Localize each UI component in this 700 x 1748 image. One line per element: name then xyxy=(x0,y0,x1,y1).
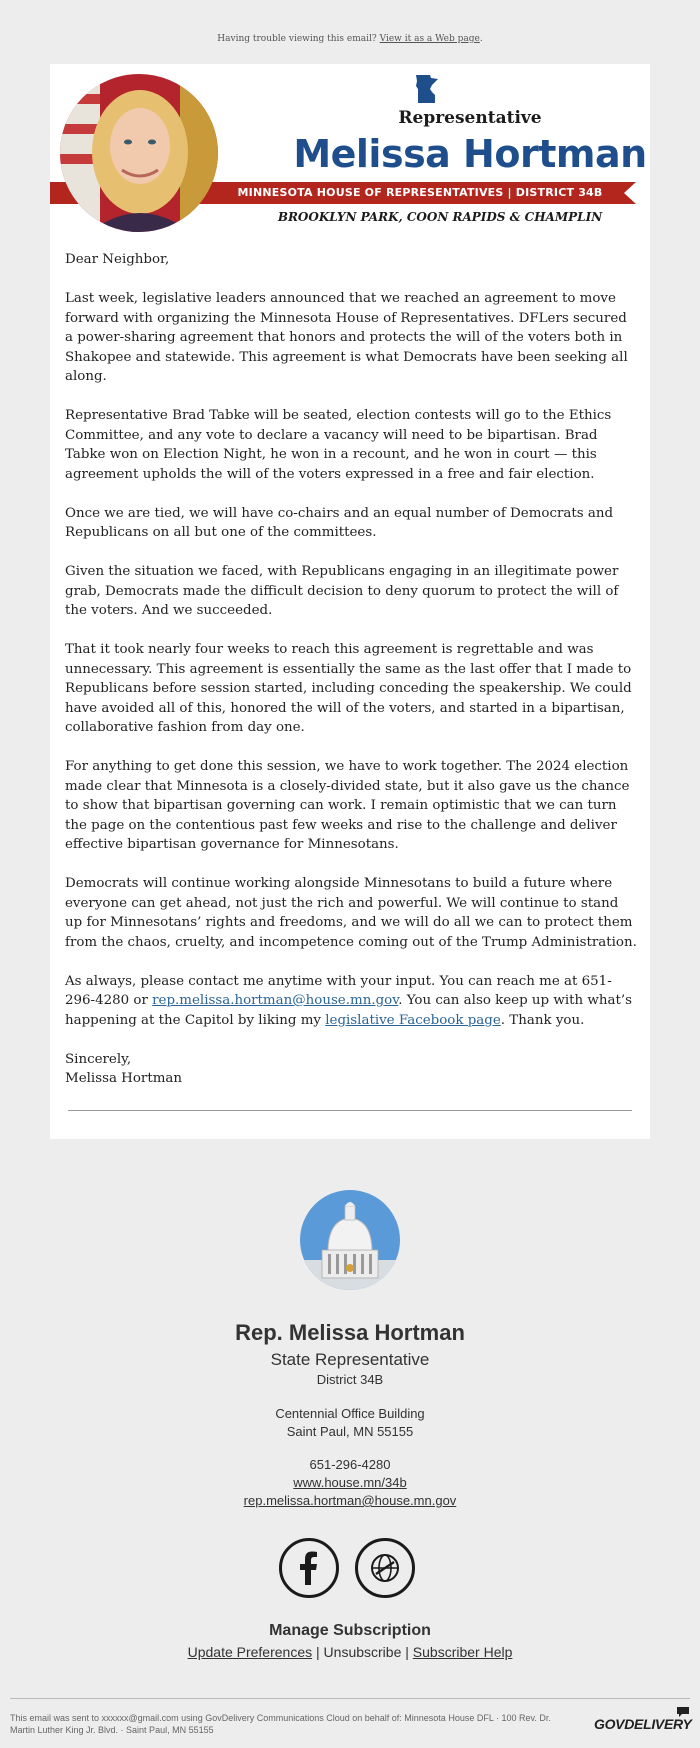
office-building: Centennial Office Building xyxy=(275,1406,425,1421)
contact-text: . You can also keep up with what’s happening at the Capitol by liking my xyxy=(65,993,632,1028)
closing: Sincerely, xyxy=(65,1051,132,1067)
signature: Melissa Hortman xyxy=(65,1071,183,1086)
footer-email-link[interactable]: rep.melissa.hortman@house.mn.gov xyxy=(243,1493,457,1508)
delivery-disclaimer: This email was sent to xxxxxx@gmail.com using GovDelivery Communications Cloud on behalf of: Minnesota House DFL · 100 Rev. Dr. Martin Luther King Jr. Blvd. · Saint Paul, MN 55155 xyxy=(10,1713,551,1735)
minnesota-state-icon xyxy=(414,74,440,104)
facebook-page-link[interactable]: legislative Facebook page xyxy=(325,1012,501,1028)
social-links xyxy=(279,1538,421,1604)
footer-rep-name: Rep. Melissa Hortman xyxy=(235,1320,465,1345)
speech-bubble-icon xyxy=(676,1706,690,1718)
footer-title: State Representative xyxy=(270,1350,430,1369)
paragraph: Representative Brad Tabke will be seated, election contests will go to the Ethics Committee, and any vote to declare a vacancy will need to be bipartisan. Brad Tabke won on Election Night, he won in a recount, and he won in court — this agreement upholds the will of the voters expressed in a free and fair election. xyxy=(65,408,612,482)
view-web-page-link[interactable]: View it as a Web page xyxy=(379,34,480,44)
contact-text: . Thank you. xyxy=(500,1012,585,1028)
district-area: BROOKLYN PARK, COON RAPIDS & CHAMPLIN xyxy=(277,210,603,224)
footer-district: District 34B xyxy=(316,1372,384,1387)
greeting: Dear Neighbor, xyxy=(65,252,170,267)
paragraph: That it took nearly four weeks to reach this agreement is regrettable and was unnecessary. This agreement is essentially the same as the last offer that I made to Republicans before session started, including conceding the speakership. We could have avoided all of this, honored the will of the voters, and started in a bipartisan, collaborative fashion from day one. xyxy=(65,642,632,735)
email-card xyxy=(50,64,650,1139)
office-city: Saint Paul, MN 55155 xyxy=(286,1424,414,1439)
facebook-icon[interactable] xyxy=(279,1538,339,1598)
link-separator: | xyxy=(316,1644,320,1660)
website-link[interactable]: www.house.mn/34b xyxy=(293,1475,407,1490)
link-separator: | xyxy=(405,1644,409,1660)
govdelivery-logo[interactable] xyxy=(594,1716,692,1732)
website-globe-icon[interactable] xyxy=(355,1538,415,1598)
paragraph: Once we are tied, we will have co-chairs and an equal number of Democrats and Republicans on all but one of the committees. xyxy=(65,505,614,540)
footer-divider xyxy=(10,1698,690,1699)
paragraph: Democrats will continue working alongside Minnesotans to build a future where everyone can get ahead, not just the rich and powerful. We will continue to stand up for Minnesotans’ rights and freedoms, and we will do all we can to protect them from the chaos, cruelty, and incompetence coming out of the Trump Administration. xyxy=(65,876,637,950)
contact-paragraph xyxy=(65,972,637,1031)
paragraph: Given the situation we faced, with Republicans engaging in an illegitimate power grab, Democrats made the difficult decision to deny quorum to protect the will of the voters. And we succeeded. xyxy=(65,564,619,618)
representative-name: Melissa Hortman xyxy=(293,132,647,176)
header-banner-text: MINNESOTA HOUSE OF REPRESENTATIVES | DISTRICT 34B xyxy=(237,186,603,199)
footer xyxy=(0,1190,700,1660)
paragraph: Last week, legislative leaders announced that we reached an agreement to move forward with organizing the Minnesota House of Representatives. DFLers secured a power-sharing agreement that honors and protects the will of the voters both in Shakopee and statewide. This agreement is what Democrats have been seeking all along. xyxy=(65,291,628,384)
subscriber-help-link[interactable]: Subscriber Help xyxy=(412,1644,513,1660)
representative-portrait xyxy=(60,74,218,232)
capitol-dome-image xyxy=(300,1190,400,1290)
email-link[interactable]: rep.melissa.hortman@house.mn.gov xyxy=(152,993,399,1008)
paragraph: For anything to get done this session, we have to work together. The 2024 election made clear that Minnesota is a closely-divided state, but it also gave us the chance to show that bipartisan governing can work. I remain optimistic that we can turn the page on the contentious past few weeks and rise to the challenge and deliver effective bipartisan governance for Minnesotans. xyxy=(65,759,630,852)
update-preferences-link[interactable]: Update Preferences xyxy=(187,1644,313,1660)
representative-label: Representative xyxy=(398,108,542,128)
divider xyxy=(68,1110,632,1111)
govdelivery-logo-text: GOVDELIVERY xyxy=(594,1716,692,1732)
letter-body xyxy=(65,250,637,1089)
manage-subscription-heading: Manage Subscription xyxy=(269,1622,431,1639)
subscription-links xyxy=(0,1644,700,1660)
unsubscribe-link[interactable]: Unsubscribe xyxy=(323,1644,402,1660)
contact-text: As always, please contact me anytime with your input. You can reach me at 651-296-4280 or xyxy=(65,973,612,1008)
preheader-text: Having trouble viewing this email? xyxy=(217,34,377,44)
preheader-period: . xyxy=(479,34,483,44)
footer-phone: 651-296-4280 xyxy=(309,1457,391,1472)
preheader xyxy=(0,34,700,44)
